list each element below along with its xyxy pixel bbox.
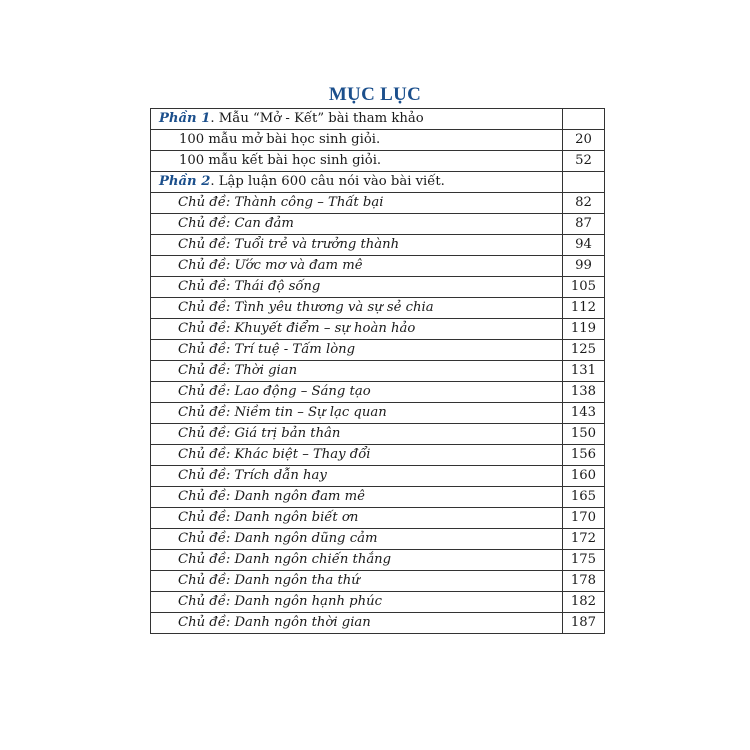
page-number: 170 — [563, 508, 605, 529]
page-number: 119 — [563, 319, 605, 340]
toc-row — [151, 403, 605, 424]
page-number: 178 — [563, 571, 605, 592]
entry-label: Chủ đề: Khuyết điểm – sự hoàn hảo — [151, 319, 563, 340]
entry-label: Chủ đề: Trích dẫn hay — [151, 466, 563, 487]
entry-label: Chủ đề: Danh ngôn thời gian — [151, 613, 563, 634]
toc-row — [151, 361, 605, 382]
toc-row — [151, 256, 605, 277]
page-number: 138 — [563, 382, 605, 403]
entry-label: Chủ đề: Thời gian — [151, 361, 563, 382]
entry-label: Chủ đề: Danh ngôn hạnh phúc — [151, 592, 563, 613]
page-number: 160 — [563, 466, 605, 487]
toc-row — [151, 214, 605, 235]
page-cell — [563, 109, 605, 130]
entry-label: Chủ đề: Ước mơ và đam mê — [151, 256, 563, 277]
entry-label: 100 mẫu mở bài học sinh giỏi. — [151, 130, 563, 151]
part-title: . Lập luận 600 câu nói vào bài viết. — [210, 174, 445, 189]
table-of-contents — [150, 108, 605, 634]
entry-label: Chủ đề: Lao động – Sáng tạo — [151, 382, 563, 403]
toc-row — [151, 424, 605, 445]
entry-label: Chủ đề: Can đảm — [151, 214, 563, 235]
toc-row — [151, 487, 605, 508]
entry-label: Chủ đề: Giá trị bản thân — [151, 424, 563, 445]
toc-row — [151, 571, 605, 592]
entry-label: Chủ đề: Thành công – Thất bại — [151, 193, 563, 214]
part-row-2 — [151, 172, 605, 193]
toc-row — [151, 151, 605, 172]
page-cell — [563, 172, 605, 193]
entry-label: Chủ đề: Danh ngôn biết ơn — [151, 508, 563, 529]
page-number: 143 — [563, 403, 605, 424]
entry-label: Chủ đề: Danh ngôn đam mê — [151, 487, 563, 508]
entry-label: Chủ đề: Khác biệt – Thay đổi — [151, 445, 563, 466]
toc-row — [151, 529, 605, 550]
toc-row — [151, 340, 605, 361]
part-title: . Mẫu “Mở - Kết” bài tham khảo — [210, 111, 424, 126]
toc-row — [151, 613, 605, 634]
page-number: 20 — [563, 130, 605, 151]
page-number: 150 — [563, 424, 605, 445]
part-label: Phần 2 — [159, 174, 211, 189]
entry-label: 100 mẫu kết bài học sinh giỏi. — [151, 151, 563, 172]
page-number: 187 — [563, 613, 605, 634]
entry-label: Chủ đề: Danh ngôn chiến thắng — [151, 550, 563, 571]
toc-row — [151, 382, 605, 403]
part-title-cell — [151, 172, 563, 193]
entry-label: Chủ đề: Tuổi trẻ và trưởng thành — [151, 235, 563, 256]
page-number: 165 — [563, 487, 605, 508]
page-number: 172 — [563, 529, 605, 550]
toc-row — [151, 550, 605, 571]
toc-row — [151, 277, 605, 298]
page-number: 99 — [563, 256, 605, 277]
entry-label: Chủ đề: Niềm tin – Sự lạc quan — [151, 403, 563, 424]
page-number: 175 — [563, 550, 605, 571]
page-number: 105 — [563, 277, 605, 298]
entry-label: Chủ đề: Tình yêu thương và sự sẻ chia — [151, 298, 563, 319]
entry-label: Chủ đề: Thái độ sống — [151, 277, 563, 298]
page-number: 182 — [563, 592, 605, 613]
part-label: Phần 1 — [159, 111, 211, 126]
toc-row — [151, 592, 605, 613]
entry-label: Chủ đề: Danh ngôn dũng cảm — [151, 529, 563, 550]
toc-row — [151, 193, 605, 214]
entry-label: Chủ đề: Trí tuệ - Tấm lòng — [151, 340, 563, 361]
page-title: MỤC LỤC — [328, 84, 422, 105]
toc-row — [151, 319, 605, 340]
toc-row — [151, 466, 605, 487]
toc-row — [151, 298, 605, 319]
page-number: 87 — [563, 214, 605, 235]
entry-label: Chủ đề: Danh ngôn tha thứ — [151, 571, 563, 592]
toc-row — [151, 445, 605, 466]
page-number: 131 — [563, 361, 605, 382]
part-row-1 — [151, 109, 605, 130]
toc-row — [151, 130, 605, 151]
toc-row — [151, 508, 605, 529]
page-number: 82 — [563, 193, 605, 214]
page-number: 125 — [563, 340, 605, 361]
page-number: 94 — [563, 235, 605, 256]
page-number: 52 — [563, 151, 605, 172]
part-title-cell — [151, 109, 563, 130]
page-number: 156 — [563, 445, 605, 466]
page-number: 112 — [563, 298, 605, 319]
toc-row — [151, 235, 605, 256]
